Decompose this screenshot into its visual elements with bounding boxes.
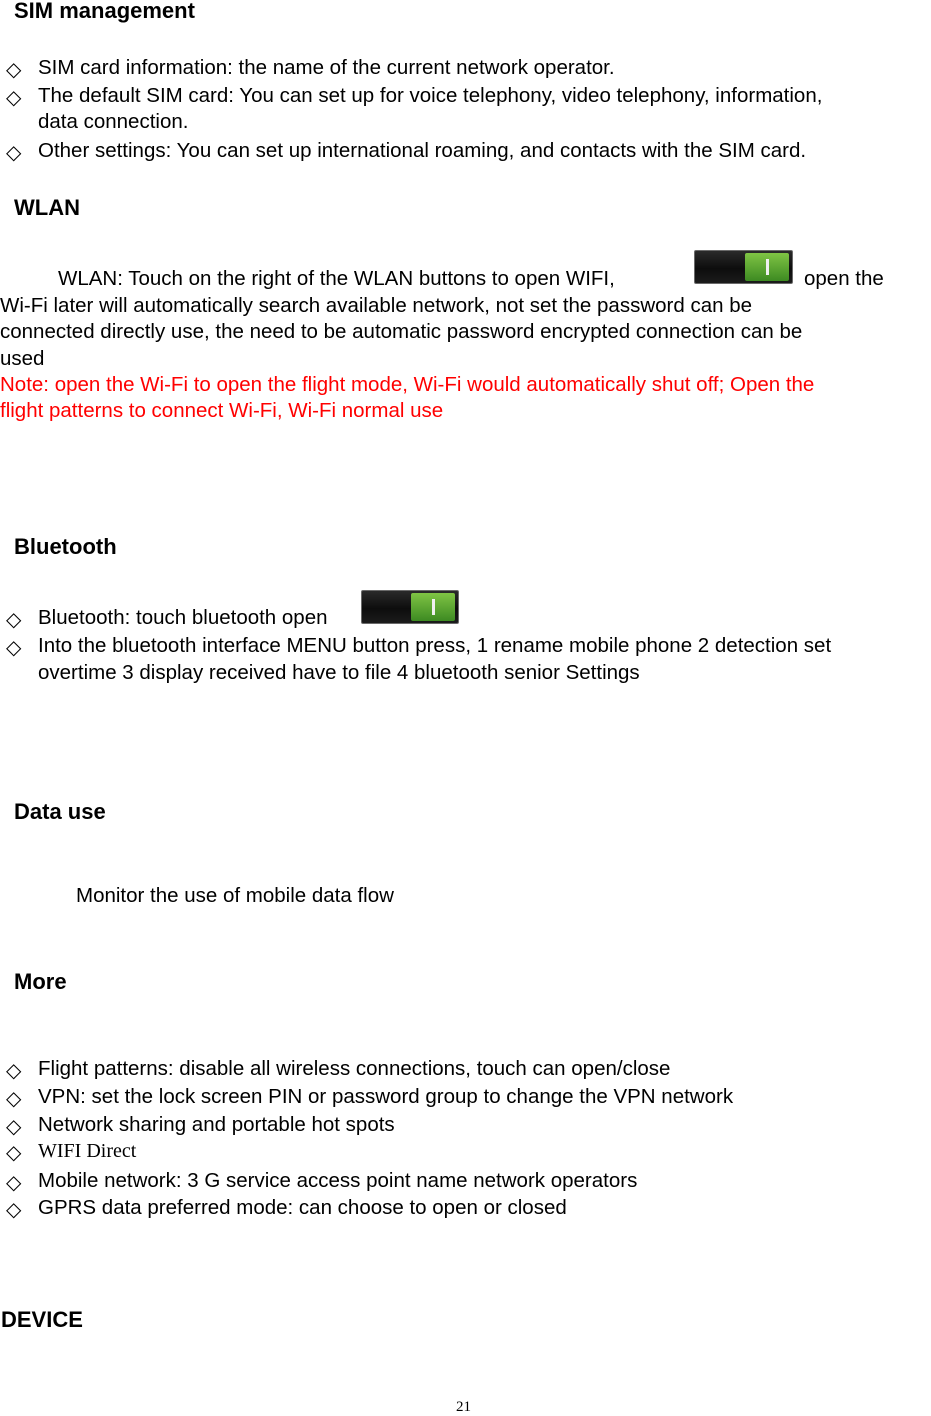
wlan-line-4: used xyxy=(0,347,45,370)
page-number: 21 xyxy=(456,1399,471,1415)
toggle-knob xyxy=(745,253,789,281)
diamond-bullet-icon: ◇ xyxy=(6,1172,22,1194)
data-use-heading: Data use xyxy=(14,799,106,824)
bluetooth-bullet-2: Into the bluetooth interface MENU button press, 1 rename mobile phone 2 detection set xyxy=(38,634,832,657)
wlan-heading: WLAN xyxy=(14,195,80,220)
diamond-bullet-icon: ◇ xyxy=(6,609,22,631)
data-use-text: Monitor the use of mobile data flow xyxy=(76,884,394,907)
bluetooth-bullet-1: Bluetooth: touch bluetooth open xyxy=(38,606,328,629)
sim-bullet-3: Other settings: You can set up international roaming, and contacts with the SIM card. xyxy=(38,139,807,162)
wlan-note-line-2: flight patterns to connect Wi-Fi, Wi-Fi normal use xyxy=(0,399,444,422)
bluetooth-toggle-switch[interactable] xyxy=(361,590,459,624)
diamond-bullet-icon: ◇ xyxy=(6,59,22,81)
sim-management-heading: SIM management xyxy=(14,0,195,23)
bluetooth-heading: Bluetooth xyxy=(14,534,117,559)
toggle-on-bar-icon xyxy=(766,259,769,275)
diamond-bullet-icon: ◇ xyxy=(6,1060,22,1082)
sim-bullet-2-cont: data connection. xyxy=(38,110,189,133)
diamond-bullet-icon: ◇ xyxy=(6,1142,22,1164)
wlan-line-3: connected directly use, the need to be automatic password encrypted connection can be xyxy=(0,320,803,343)
wlan-line-1: WLAN: Touch on the right of the WLAN buttons to open WIFI, xyxy=(58,267,615,290)
toggle-on-bar-icon xyxy=(432,599,435,615)
more-bullet-3: Network sharing and portable hot spots xyxy=(38,1113,395,1136)
more-bullet-1: Flight patterns: disable all wireless connections, touch can open/close xyxy=(38,1057,671,1080)
wlan-note-line-1: Note: open the Wi-Fi to open the flight mode, Wi-Fi would automatically shut off; Open the xyxy=(0,373,815,396)
sim-bullet-2: The default SIM card: You can set up for voice telephony, video telephony, information, xyxy=(38,84,823,107)
more-bullet-5: Mobile network: 3 G service access point name network operators xyxy=(38,1169,638,1192)
more-heading: More xyxy=(14,969,67,994)
more-bullet-6: GPRS data preferred mode: can choose to open or closed xyxy=(38,1196,567,1219)
device-heading: DEVICE xyxy=(1,1307,83,1332)
more-bullet-4: WIFI Direct xyxy=(38,1140,137,1162)
sim-bullet-1: SIM card information: the name of the current network operator. xyxy=(38,56,615,79)
wlan-line-1-end: open the xyxy=(804,267,884,290)
bluetooth-bullet-2-cont: overtime 3 display received have to file 4 bluetooth senior Settings xyxy=(38,661,640,684)
diamond-bullet-icon: ◇ xyxy=(6,1116,22,1138)
wlan-line-2: Wi-Fi later will automatically search available network, not set the password can be xyxy=(0,294,752,317)
diamond-bullet-icon: ◇ xyxy=(6,637,22,659)
toggle-knob xyxy=(411,593,455,621)
diamond-bullet-icon: ◇ xyxy=(6,1088,22,1110)
diamond-bullet-icon: ◇ xyxy=(6,1199,22,1221)
diamond-bullet-icon: ◇ xyxy=(6,142,22,164)
wlan-toggle-switch[interactable] xyxy=(694,250,793,284)
more-bullet-2: VPN: set the lock screen PIN or password group to change the VPN network xyxy=(38,1085,734,1108)
diamond-bullet-icon: ◇ xyxy=(6,87,22,109)
